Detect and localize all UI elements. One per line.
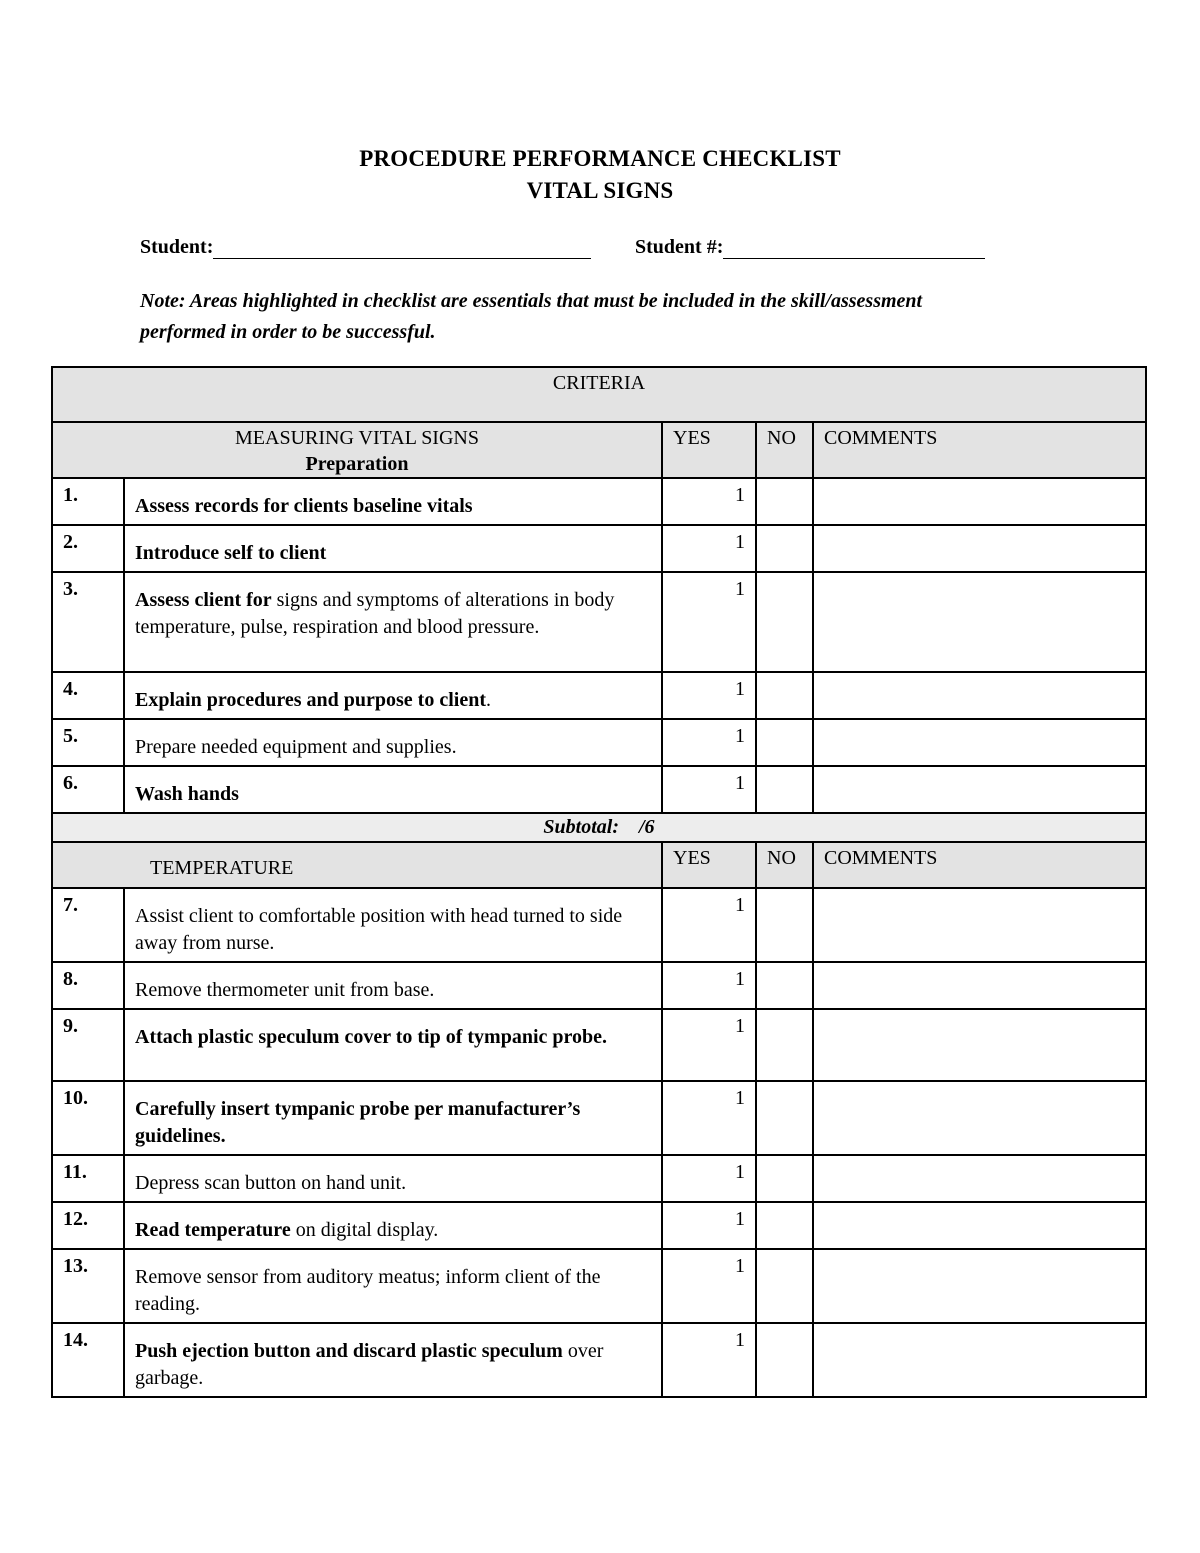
yes-points-cell[interactable]: 1 bbox=[662, 888, 756, 962]
checklist-item-row bbox=[52, 1081, 1146, 1155]
note-text: Note: Areas highlighted in checklist are essentials that must be included in the skill/assessment performed in order to be successful. bbox=[140, 290, 923, 343]
yes-points-cell[interactable]: 1 bbox=[662, 766, 756, 813]
student-number-line[interactable] bbox=[723, 238, 985, 259]
no-cell[interactable] bbox=[756, 572, 813, 672]
no-cell[interactable] bbox=[756, 478, 813, 525]
item-criteria-text: Remove sensor from auditory meatus; inform client of the reading. bbox=[135, 1266, 601, 1315]
item-criteria-text: Assist client to comfortable position with head turned to side away from nurse. bbox=[135, 905, 623, 954]
item-criteria-bold: Assess records for clients baseline vitals bbox=[135, 495, 473, 517]
yes-points-cell[interactable]: 1 bbox=[662, 719, 756, 766]
item-criteria bbox=[124, 766, 662, 813]
document-subtitle: VITAL SIGNS bbox=[526, 178, 674, 203]
item-criteria bbox=[124, 1155, 662, 1202]
comments-cell[interactable] bbox=[813, 1155, 1146, 1202]
yes-points-cell[interactable]: 1 bbox=[662, 1249, 756, 1323]
item-number: 13. bbox=[52, 1249, 124, 1323]
checklist-item-row bbox=[52, 962, 1146, 1009]
checklist-item-row bbox=[52, 719, 1146, 766]
item-criteria-bold: Push ejection button and discard plastic speculum bbox=[135, 1340, 563, 1362]
checklist-item-row bbox=[52, 766, 1146, 813]
criteria-header-row bbox=[52, 367, 1146, 422]
no-cell[interactable] bbox=[756, 1081, 813, 1155]
no-column-header: NO bbox=[756, 422, 813, 478]
comments-cell[interactable] bbox=[813, 525, 1146, 572]
item-criteria bbox=[124, 962, 662, 1009]
yes-points-cell[interactable]: 1 bbox=[662, 478, 756, 525]
yes-column-header: YES bbox=[662, 842, 756, 888]
subtotal-row bbox=[52, 813, 1146, 842]
comments-cell[interactable] bbox=[813, 719, 1146, 766]
item-number: 5. bbox=[52, 719, 124, 766]
item-criteria-text: . bbox=[485, 689, 491, 711]
comments-column-header: COMMENTS bbox=[813, 842, 1146, 888]
student-number-field[interactable] bbox=[635, 236, 985, 259]
comments-column-header: COMMENTS bbox=[813, 422, 1146, 478]
checklist-item-row bbox=[52, 1202, 1146, 1249]
item-criteria bbox=[124, 888, 662, 962]
comments-cell[interactable] bbox=[813, 572, 1146, 672]
checklist-item-row bbox=[52, 888, 1146, 962]
no-cell[interactable] bbox=[756, 1202, 813, 1249]
comments-cell[interactable] bbox=[813, 1323, 1146, 1397]
item-number: 4. bbox=[52, 672, 124, 719]
checklist-table bbox=[51, 366, 1147, 1398]
item-criteria bbox=[124, 525, 662, 572]
item-criteria bbox=[124, 1081, 662, 1155]
section1-subtitle: Preparation bbox=[305, 453, 409, 475]
comments-cell[interactable] bbox=[813, 962, 1146, 1009]
item-number: 7. bbox=[52, 888, 124, 962]
checklist-item-row bbox=[52, 572, 1146, 672]
item-criteria bbox=[124, 572, 662, 672]
no-cell[interactable] bbox=[756, 525, 813, 572]
item-criteria-text: Depress scan button on hand unit. bbox=[135, 1172, 407, 1194]
student-label: Student: bbox=[140, 236, 214, 258]
item-number: 6. bbox=[52, 766, 124, 813]
comments-cell[interactable] bbox=[813, 1081, 1146, 1155]
checklist-item-row bbox=[52, 1009, 1146, 1081]
subtotal-label: Subtotal: /6 bbox=[52, 813, 1146, 842]
item-criteria-bold: Read temperature bbox=[135, 1219, 291, 1241]
yes-points-cell[interactable]: 1 bbox=[662, 962, 756, 1009]
item-criteria bbox=[124, 719, 662, 766]
yes-points-cell[interactable]: 1 bbox=[662, 1323, 756, 1397]
item-number: 14. bbox=[52, 1323, 124, 1397]
item-criteria bbox=[124, 1202, 662, 1249]
comments-cell[interactable] bbox=[813, 888, 1146, 962]
section2-header-row bbox=[52, 842, 1146, 888]
section1-title: MEASURING VITAL SIGNS bbox=[235, 427, 479, 449]
item-criteria-text: signs and symptoms of alterations in body temperature, pulse, respiration and blood pressure. bbox=[135, 589, 615, 638]
checklist-item-row bbox=[52, 525, 1146, 572]
checklist-item-row bbox=[52, 478, 1146, 525]
item-number: 8. bbox=[52, 962, 124, 1009]
checklist-item-row bbox=[52, 1155, 1146, 1202]
checklist-item-row bbox=[52, 1323, 1146, 1397]
item-number: 3. bbox=[52, 572, 124, 672]
no-cell[interactable] bbox=[756, 766, 813, 813]
yes-points-cell[interactable]: 1 bbox=[662, 1009, 756, 1081]
item-criteria-bold: Explain procedures and purpose to client bbox=[135, 689, 486, 711]
yes-points-cell[interactable]: 1 bbox=[662, 1155, 756, 1202]
section2-title: TEMPERATURE bbox=[52, 842, 662, 888]
comments-cell[interactable] bbox=[813, 672, 1146, 719]
item-criteria bbox=[124, 1009, 662, 1081]
item-criteria-text: over garbage. bbox=[135, 1340, 604, 1389]
comments-cell[interactable] bbox=[813, 1202, 1146, 1249]
criteria-label: CRITERIA bbox=[52, 367, 1146, 422]
item-criteria bbox=[124, 1249, 662, 1323]
item-criteria-bold: Introduce self to client bbox=[135, 542, 327, 564]
item-criteria-bold: Assess client for bbox=[135, 589, 272, 611]
no-column-header: NO bbox=[756, 842, 813, 888]
item-criteria bbox=[124, 478, 662, 525]
comments-cell[interactable] bbox=[813, 1009, 1146, 1081]
no-cell[interactable] bbox=[756, 672, 813, 719]
student-number-label: Student #: bbox=[635, 236, 724, 258]
comments-cell[interactable] bbox=[813, 1249, 1146, 1323]
no-cell[interactable] bbox=[756, 962, 813, 1009]
no-cell[interactable] bbox=[756, 719, 813, 766]
no-cell[interactable] bbox=[756, 1249, 813, 1323]
item-criteria bbox=[124, 672, 662, 719]
item-number: 9. bbox=[52, 1009, 124, 1081]
item-number: 2. bbox=[52, 525, 124, 572]
item-criteria bbox=[124, 1323, 662, 1397]
yes-points-cell[interactable]: 1 bbox=[662, 672, 756, 719]
item-criteria-text: Remove thermometer unit from base. bbox=[135, 979, 435, 1001]
no-cell[interactable] bbox=[756, 1155, 813, 1202]
yes-points-cell[interactable]: 1 bbox=[662, 1202, 756, 1249]
no-cell[interactable] bbox=[756, 1009, 813, 1081]
student-name-line[interactable] bbox=[213, 238, 591, 259]
item-criteria-bold: Wash hands bbox=[135, 783, 239, 805]
yes-points-cell[interactable]: 1 bbox=[662, 572, 756, 672]
checklist-item-row bbox=[52, 672, 1146, 719]
section1-header-row bbox=[52, 422, 1146, 478]
item-number: 1. bbox=[52, 478, 124, 525]
yes-column-header: YES bbox=[662, 422, 756, 478]
no-cell[interactable] bbox=[756, 1323, 813, 1397]
item-number: 11. bbox=[52, 1155, 124, 1202]
item-number: 10. bbox=[52, 1081, 124, 1155]
no-cell[interactable] bbox=[756, 888, 813, 962]
checklist-item-row bbox=[52, 1249, 1146, 1323]
item-criteria-bold: Carefully insert tympanic probe per manufacturer’s guidelines. bbox=[135, 1098, 581, 1147]
comments-cell[interactable] bbox=[813, 478, 1146, 525]
item-criteria-text: Prepare needed equipment and supplies. bbox=[135, 736, 457, 758]
section1-heading bbox=[52, 422, 662, 478]
student-name-field[interactable] bbox=[140, 236, 591, 259]
comments-cell[interactable] bbox=[813, 766, 1146, 813]
item-criteria-text: on digital display. bbox=[290, 1219, 439, 1241]
yes-points-cell[interactable]: 1 bbox=[662, 1081, 756, 1155]
item-criteria-bold: Attach plastic speculum cover to tip of tympanic probe. bbox=[135, 1026, 608, 1048]
document-title: PROCEDURE PERFORMANCE CHECKLIST bbox=[359, 146, 841, 171]
yes-points-cell[interactable]: 1 bbox=[662, 525, 756, 572]
item-number: 12. bbox=[52, 1202, 124, 1249]
